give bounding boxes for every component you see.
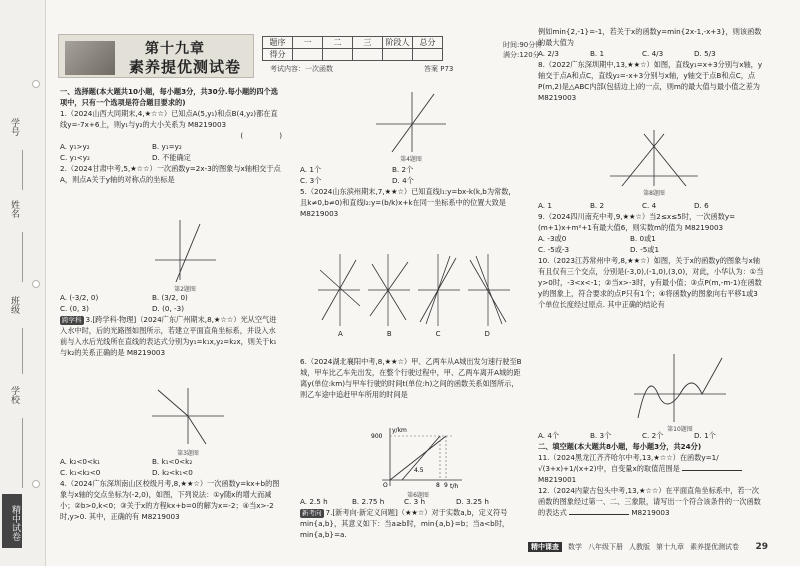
right-column-mid — [538, 200, 764, 310]
option-d[interactable]: D. 4个 — [392, 176, 414, 185]
score-cell: 得分 — [263, 49, 293, 61]
axis-label-x: t/h — [450, 483, 459, 490]
question-7-text: 7.[新考向·新定义问题]（★★☆）对于实数a,b，定义符号min{a,b}，其意义如下：当a≥b时，min{a,b}=b；当a<b时，min{a,b}=a. — [300, 508, 510, 539]
middle-column-lower — [300, 356, 522, 400]
option-b[interactable]: B. 3个 — [590, 431, 612, 440]
question-10: 10.（2023江苏常州中考,8,★★☆）如图，关于x的函数y的图象与x轴有且仅有三个交点，分别是(-3,0),(-1,0),(3,0)，对此，小华认为：①当y>0时，-3<x<-1；②当x>-3时，y有最小值；③点P(m,-m-1)在函数y的图象上，符合要求的点P只有1个；④将函数y的图象向右平移1或3个单位长度经过原点. 其中正确的结论有 — [538, 256, 764, 309]
question-code: M8219003 — [631, 508, 670, 517]
option-a[interactable]: A. k₂<0<k₁ — [60, 457, 101, 466]
option-a[interactable]: A. (-3/2, 0) — [60, 293, 99, 302]
score-table-header-row — [263, 37, 443, 49]
banner-illustration — [65, 41, 115, 75]
option-c[interactable]: C. 3 h — [404, 497, 426, 506]
student-id-line — [22, 150, 23, 190]
question-5: 5.（2024山东滨州期末,7,★★☆）已知直线l₁:y=bx-k(k,b为常数，且k≠0,b≠0)和直线l₂:y=(b/k)x+k在同一坐标系中的位置大致是 M8219003 — [300, 187, 516, 218]
question-3-text: 3.[跨学科·物理]（2024广东广州期末,8,★☆☆）光从空气进入水中时，后的光路图如图所示，若建立平面直角坐标系，并设入水前与入水后光线所在直线的表达式分别为y₁=k₁x,y₂=k₂x，则关于k₁与k₂的关系正确的是 M8219003 — [60, 315, 277, 357]
option-a[interactable]: A. 4个 — [538, 431, 560, 440]
option-c[interactable]: C. 4/3 — [642, 49, 664, 58]
question-12-text: 12.（2024内蒙古包头中考,13,★☆☆）在平面直角坐标系中，若一次函数的图象经过第一、二、三象限，请写出一个符合该条件的一次函数的表达式 — [538, 486, 761, 517]
figure-caption: 第2题图 — [174, 286, 196, 293]
option-graph-b[interactable] — [368, 254, 410, 326]
chapter-title: 第十九章 — [145, 41, 205, 57]
middle-column-bottom — [300, 496, 522, 540]
graph-label-a: A — [338, 330, 343, 338]
graph-label-c: C — [435, 330, 441, 338]
score-input-cell[interactable] — [293, 49, 323, 61]
axis-label-y: y/km — [392, 427, 407, 434]
section-heading: 一、选择题(本大题共10小题，每小题3分，共30分.每小题的四个选项中，只有一个选项是符合题目要求的) — [60, 87, 278, 107]
tick-label: 9 — [444, 482, 448, 489]
school-line — [22, 418, 23, 488]
question-8: 8.（2022广东深圳期中,13,★★☆）如图，直线y₁=x+3分别与x轴，y轴交于点A和点C，直线y₂=-x+3分别与x轴，y轴交于点B和点C，点P(m,2)是△ABC内部(包括边上)的一点，则m的最大值与最小值之差为 M8219003 — [538, 60, 763, 102]
footer-title: 素养提优测试卷 — [690, 543, 739, 551]
figure-q10 — [630, 352, 730, 433]
right-column — [538, 26, 764, 103]
graph-label-b: B — [386, 330, 392, 338]
score-cell: 一 — [293, 37, 323, 49]
q6-options — [300, 496, 522, 507]
punch-hole — [32, 280, 40, 288]
footer-brand: 精中课查 — [528, 542, 562, 552]
topic-tag: 跨学科 — [62, 316, 82, 324]
option-c[interactable]: C. 2个 — [642, 431, 664, 440]
question-code: M8219001 — [538, 475, 577, 484]
answer-paren[interactable]: ( ) — [240, 131, 282, 140]
option-d[interactable]: D. (0, -3) — [152, 304, 185, 313]
option-d[interactable]: D. 5/3 — [694, 49, 716, 58]
q7-options — [538, 48, 764, 59]
score-cell: 阶段人 — [383, 37, 413, 49]
figure-caption: 第8题图 — [643, 190, 665, 197]
figure-q6 — [370, 424, 466, 499]
figure-q2 — [150, 216, 220, 293]
page-footer — [528, 540, 768, 554]
tick-label: 8 — [436, 482, 440, 489]
left-column-bottom — [60, 456, 282, 522]
figure-caption: 第3题图 — [177, 450, 199, 457]
q8-options — [538, 200, 764, 211]
option-graph-a[interactable] — [318, 254, 360, 326]
option-b[interactable]: B. k₁<0<k₂ — [152, 457, 193, 466]
score-input-cell[interactable] — [413, 49, 443, 61]
tick-label: 900 — [371, 433, 383, 440]
option-a[interactable]: A. 2/3 — [538, 49, 559, 58]
section-heading: 二、填空题(本大题共8小题，每小题3分，共24分) — [538, 442, 702, 451]
question-12 — [538, 485, 764, 518]
option-d[interactable]: D. 不能确定 — [152, 153, 191, 162]
figure-q5 — [316, 250, 512, 342]
q3-options — [60, 456, 282, 478]
answer-reference: 答案 P73 — [424, 65, 454, 73]
option-graph-labels — [316, 330, 512, 338]
right-column-bottom — [538, 430, 764, 518]
option-a[interactable]: A. 1 — [538, 201, 552, 210]
timing-info — [503, 40, 542, 60]
figure-caption: 第6题图 — [407, 492, 429, 499]
option-b[interactable]: B. 1 — [590, 49, 605, 58]
option-a[interactable]: A. 2.5 h — [300, 497, 328, 506]
tick-label: 4.5 — [414, 467, 424, 474]
punch-hole — [32, 480, 40, 488]
figure-caption: 第4题图 — [400, 156, 422, 163]
question-11 — [538, 452, 764, 485]
left-column-lower — [60, 292, 282, 358]
option-c[interactable]: C. k₁<k₂<0 — [60, 468, 101, 477]
question-9: 9.（2024四川南充中考,9,★★☆）当2≤x≤5时，一次函数y=(m+1)x+m²+1有最大值6，则实数m的值为 M8219003 — [538, 212, 736, 232]
option-d[interactable]: D. 6 — [694, 201, 709, 210]
question-1: 1.（2024山西大同期末,4,★☆☆）已知点A(5,y₁)和点B(4,y₂)都在直线y=-7x+6上，则y₁与y₂的大小关系为 M8219003 — [60, 109, 278, 129]
full-score: 满分:120分 — [503, 51, 540, 59]
middle-column — [300, 164, 522, 219]
option-b[interactable]: B. (3/2, 0) — [152, 293, 188, 302]
test-title: 素养提优测试卷 — [129, 58, 242, 76]
q1-options — [60, 141, 282, 163]
option-d[interactable]: D. k₂<k₁<0 — [152, 468, 193, 477]
question-4: 4.（2024广东深圳南山区校级月考,8,★★☆）一次函数y=kx+b的图象与x轴的交点坐标为(-2,0)，如图，下列说法：①y随x的增大而减小；②b>0,k<0；③关于x的方程kx+b=0的解为x=-2；④当x>-2时,y>0. 其中，正确的有 M8219003 — [60, 479, 280, 521]
score-cell: 二 — [323, 37, 353, 49]
option-b[interactable]: B. y₁=y₂ — [152, 142, 182, 151]
time-limit: 时间:90分钟 — [503, 41, 543, 49]
option-b[interactable]: B. 2个 — [392, 165, 414, 174]
option-d[interactable]: D. 1个 — [694, 431, 716, 440]
name-line — [22, 232, 23, 282]
figure-q8 — [606, 128, 702, 197]
footer-edition: 人教版 — [629, 543, 650, 551]
student-id-label: 学号 — [9, 118, 19, 136]
score-cell: 题序 — [263, 37, 293, 49]
score-table — [262, 36, 443, 61]
option-a[interactable]: A. -3或0 — [538, 234, 567, 243]
page-number: 29 — [755, 542, 768, 552]
option-a[interactable]: A. 1个 — [300, 165, 322, 174]
option-a[interactable]: A. y₁>y₂ — [60, 142, 90, 151]
score-input-cell[interactable] — [383, 49, 413, 61]
question-7-continued: 例如min{2,-1}=-1，若关于x的函数y=min{2x-1,-x+3}，则该函数的最大值为 — [538, 27, 762, 47]
figure-caption: 第10题图 — [667, 426, 693, 433]
exam-scope: 考试内容：一次函数 — [270, 65, 333, 73]
option-b[interactable]: B. 2.75 h — [352, 497, 385, 506]
score-input-cell[interactable] — [323, 49, 353, 61]
footer-grade: 八年级下册 — [588, 543, 623, 551]
q9-options — [538, 233, 764, 255]
option-c[interactable]: C. 3个 — [300, 176, 322, 185]
punch-hole — [32, 80, 40, 88]
q2-options — [60, 292, 282, 314]
question-11-text: 11.（2024黑龙江齐齐哈尔中考,13,★☆☆）在函数y=1/√(3+x)+1/(x+2)中，自变量x的取值范围是 — [538, 453, 719, 473]
option-c[interactable]: C. -5或-3 — [538, 245, 570, 254]
footer-subject: 数学 — [568, 543, 582, 551]
option-d[interactable]: D. -5或1 — [630, 245, 660, 254]
question-7 — [300, 507, 522, 540]
title-banner — [58, 34, 254, 78]
option-graph-d[interactable] — [468, 254, 510, 326]
class-label: 班级 — [9, 296, 19, 314]
score-cell: 三 — [353, 37, 383, 49]
topic-tag: 新考向 — [302, 509, 322, 517]
class-line — [22, 328, 23, 374]
q4-options — [300, 164, 522, 186]
question-3 — [60, 314, 282, 358]
footer-chapter: 第十九章 — [656, 543, 684, 551]
score-input-cell[interactable] — [353, 49, 383, 61]
figure-q4 — [372, 90, 450, 163]
name-label: 姓名 — [9, 200, 19, 218]
option-c[interactable]: C. 4 — [642, 201, 657, 210]
option-c[interactable]: C. (0, 3) — [60, 304, 89, 313]
origin-label: O — [383, 482, 388, 489]
option-b[interactable]: B. 2 — [590, 201, 605, 210]
graph-label-d: D — [484, 330, 490, 338]
answer-blank[interactable] — [682, 463, 742, 471]
left-column — [60, 86, 282, 185]
figure-q3 — [148, 386, 228, 457]
answer-blank[interactable] — [569, 507, 629, 515]
question-2: 2.（2024甘肃中考,5,★☆☆）一次函数y=2x-3的图象与x轴相交于点A，则点A关于y轴的对称点的坐标是 — [60, 164, 281, 184]
q10-options — [538, 430, 764, 441]
option-graph-c[interactable] — [418, 254, 460, 326]
option-d[interactable]: D. 3.25 h — [456, 497, 489, 506]
score-table-row — [263, 49, 443, 61]
score-cell: 总分 — [413, 37, 443, 49]
question-6: 6.（2024湖北襄阳中考,8,★★☆）甲、乙两车从A城出发匀速行驶至B城，甲车比乙车先出发，在整个行驶过程中，甲、乙两车离开A城的距离y(单位:km)与甲车行驶的时间t(单位:h)之间的函数关系如图所示，则乙车途中追赶甲车所用的时间是 — [300, 357, 522, 399]
binding-margin — [0, 0, 46, 566]
option-b[interactable]: B. 0或1 — [630, 234, 656, 243]
school-label: 学校 — [9, 386, 19, 404]
brand-stamp: 精中试卷 — [2, 494, 22, 548]
option-c[interactable]: C. y₁<y₂ — [60, 153, 90, 162]
